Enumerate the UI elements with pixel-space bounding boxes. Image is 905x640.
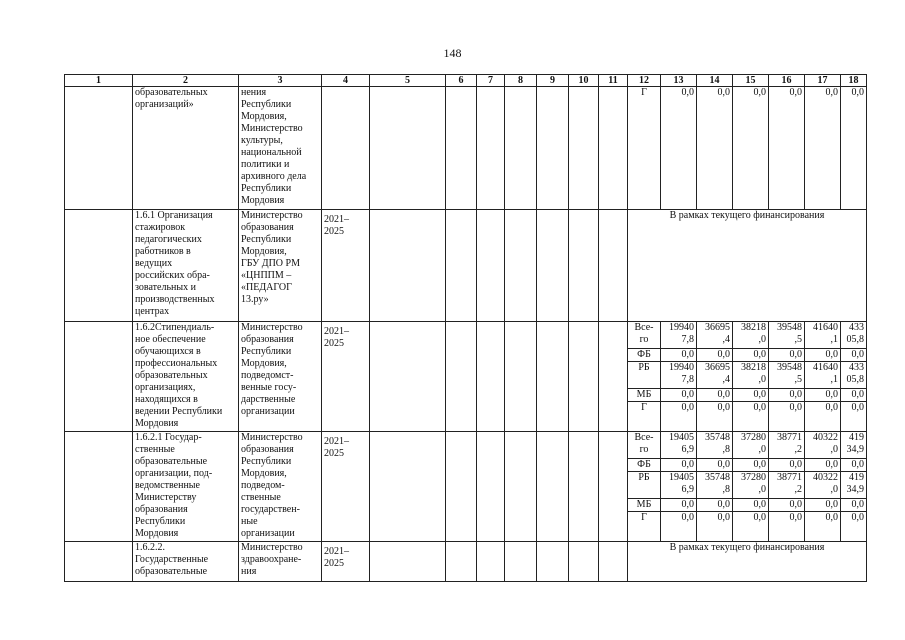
measure-name: 1.6.2.2. Государственные образовательные: [133, 542, 239, 582]
value-cell: 0,0: [733, 512, 769, 542]
value-cell: 19940 7,8: [661, 322, 697, 349]
header-cell: 16: [769, 75, 805, 87]
executor: Министерство образования Республики Мордовия, подведом- ственные государствен- ные организации: [239, 432, 322, 542]
period: 2021– 2025: [322, 210, 370, 322]
value-cell: 0,0: [769, 459, 805, 472]
funding-source: Все- го: [628, 432, 661, 459]
value-cell: 0,0: [661, 402, 697, 432]
empty-cell: [569, 322, 599, 432]
table-row: [65, 432, 867, 459]
header-cell: 5: [370, 75, 446, 87]
empty-cell: [537, 542, 569, 582]
empty-cell: [477, 542, 505, 582]
empty-cell: [322, 87, 370, 210]
empty-cell: [505, 87, 537, 210]
empty-cell: [569, 87, 599, 210]
value-cell: 0,0: [661, 87, 697, 210]
period: 2021– 2025: [322, 322, 370, 432]
funding-source: Все- го: [628, 322, 661, 349]
empty-cell: [505, 542, 537, 582]
executor: нения Республики Мордовия, Министерство культуры, национальной политики и архивного дела Республики Мордовия: [239, 87, 322, 210]
empty-cell: [477, 322, 505, 432]
empty-cell: [65, 87, 133, 210]
value-cell: 36695 ,4: [697, 322, 733, 349]
measure-name: образовательных организаций»: [133, 87, 239, 210]
empty-cell: [569, 210, 599, 322]
value-cell: 0,0: [841, 512, 867, 542]
value-cell: 0,0: [661, 389, 697, 402]
value-cell: 0,0: [805, 402, 841, 432]
funding-source: РБ: [628, 472, 661, 499]
value-cell: 41640 ,1: [805, 322, 841, 349]
empty-cell: [599, 432, 628, 542]
value-cell: 0,0: [697, 87, 733, 210]
empty-cell: [370, 210, 446, 322]
value-cell: 39548 ,5: [769, 362, 805, 389]
empty-cell: [599, 322, 628, 432]
value-cell: 0,0: [661, 349, 697, 362]
value-cell: 0,0: [769, 389, 805, 402]
header-cell: 1: [65, 75, 133, 87]
value-cell: 19405 6,9: [661, 432, 697, 459]
value-cell: 0,0: [769, 349, 805, 362]
value-cell: 0,0: [697, 402, 733, 432]
value-cell: 38218 ,0: [733, 362, 769, 389]
executor: Министерство образования Республики Мордовия, подведомст- венные госу- дарственные организации: [239, 322, 322, 432]
funding-source: ФБ: [628, 459, 661, 472]
value-cell: 38771 ,2: [769, 472, 805, 499]
empty-cell: [446, 210, 477, 322]
header-cell: 18: [841, 75, 867, 87]
value-cell: 37280 ,0: [733, 472, 769, 499]
empty-cell: [65, 432, 133, 542]
value-cell: 0,0: [805, 499, 841, 512]
value-cell: 0,0: [841, 499, 867, 512]
value-cell: 0,0: [841, 87, 867, 210]
header-cell: 14: [697, 75, 733, 87]
header-cell: 3: [239, 75, 322, 87]
funding-source: ФБ: [628, 349, 661, 362]
empty-cell: [370, 542, 446, 582]
empty-cell: [446, 87, 477, 210]
value-cell: 40322 ,0: [805, 432, 841, 459]
value-cell: 0,0: [805, 87, 841, 210]
value-cell: 0,0: [733, 87, 769, 210]
table-row: [65, 87, 867, 210]
value-cell: 0,0: [661, 512, 697, 542]
empty-cell: [505, 210, 537, 322]
empty-cell: [65, 542, 133, 582]
value-cell: 36695 ,4: [697, 362, 733, 389]
period: 2021– 2025: [322, 432, 370, 542]
period: 2021– 2025: [322, 542, 370, 582]
table-row: [65, 542, 867, 582]
funding-source: Г: [628, 87, 661, 210]
empty-cell: [569, 542, 599, 582]
value-cell: 0,0: [769, 512, 805, 542]
empty-cell: [65, 322, 133, 432]
value-cell: 37280 ,0: [733, 432, 769, 459]
executor: Министерство образования Республики Мордовия, ГБУ ДПО РМ «ЦНППМ – «ПЕДАГОГ 13.ру»: [239, 210, 322, 322]
header-cell: 12: [628, 75, 661, 87]
value-cell: 0,0: [805, 349, 841, 362]
value-cell: 40322 ,0: [805, 472, 841, 499]
header-cell: 8: [505, 75, 537, 87]
funding-source: Г: [628, 512, 661, 542]
measure-name: 1.6.1 Организация стажировок педагогических работников в ведущих российских обра- зовательных и производственных центрах: [133, 210, 239, 322]
empty-cell: [477, 432, 505, 542]
value-cell: 0,0: [733, 349, 769, 362]
empty-cell: [505, 432, 537, 542]
measure-name: 1.6.2.1 Государ- ственные образовательные организации, под- ведомственные Министерству образования Республики Мордовия: [133, 432, 239, 542]
program-table: [64, 74, 867, 582]
empty-cell: [477, 87, 505, 210]
empty-cell: [599, 210, 628, 322]
header-cell: 6: [446, 75, 477, 87]
value-cell: 0,0: [841, 402, 867, 432]
value-cell: 0,0: [805, 512, 841, 542]
header-cell: 17: [805, 75, 841, 87]
empty-cell: [446, 322, 477, 432]
value-cell: 0,0: [841, 459, 867, 472]
value-cell: 433 05,8: [841, 322, 867, 349]
value-cell: 0,0: [805, 389, 841, 402]
header-cell: 7: [477, 75, 505, 87]
empty-cell: [537, 210, 569, 322]
header-cell: 13: [661, 75, 697, 87]
value-cell: 419 34,9: [841, 432, 867, 459]
empty-cell: [599, 542, 628, 582]
value-cell: 0,0: [733, 402, 769, 432]
financing-note: В рамках текущего финансирования: [628, 210, 867, 322]
header-cell: 4: [322, 75, 370, 87]
empty-cell: [477, 210, 505, 322]
value-cell: 0,0: [697, 512, 733, 542]
value-cell: 38218 ,0: [733, 322, 769, 349]
value-cell: 0,0: [769, 87, 805, 210]
empty-cell: [370, 322, 446, 432]
empty-cell: [537, 432, 569, 542]
value-cell: 0,0: [769, 402, 805, 432]
value-cell: 0,0: [769, 499, 805, 512]
header-cell: 9: [537, 75, 569, 87]
value-cell: 35748 ,8: [697, 432, 733, 459]
value-cell: 0,0: [697, 499, 733, 512]
value-cell: 19405 6,9: [661, 472, 697, 499]
header-cell: 2: [133, 75, 239, 87]
empty-cell: [446, 432, 477, 542]
value-cell: 19940 7,8: [661, 362, 697, 389]
empty-cell: [446, 542, 477, 582]
value-cell: 0,0: [733, 389, 769, 402]
executor: Министерство здравоохране- ния: [239, 542, 322, 582]
value-cell: 419 34,9: [841, 472, 867, 499]
value-cell: 0,0: [733, 499, 769, 512]
value-cell: 0,0: [661, 459, 697, 472]
empty-cell: [599, 87, 628, 210]
value-cell: 0,0: [697, 459, 733, 472]
funding-source: РБ: [628, 362, 661, 389]
table-row: [65, 322, 867, 349]
header-row: [65, 75, 867, 87]
empty-cell: [65, 210, 133, 322]
empty-cell: [537, 87, 569, 210]
measure-name: 1.6.2Стипендиаль- ное обеспечение обучающихся в профессиональных образовательных организациях, находящихся в ведении Республики Мордовия: [133, 322, 239, 432]
value-cell: 0,0: [805, 459, 841, 472]
value-cell: 0,0: [841, 389, 867, 402]
page-number: 148: [443, 46, 462, 60]
value-cell: 0,0: [733, 459, 769, 472]
value-cell: 35748 ,8: [697, 472, 733, 499]
value-cell: 433 05,8: [841, 362, 867, 389]
empty-cell: [370, 432, 446, 542]
value-cell: 41640 ,1: [805, 362, 841, 389]
header-cell: 11: [599, 75, 628, 87]
empty-cell: [370, 87, 446, 210]
empty-cell: [537, 322, 569, 432]
table-row: [65, 210, 867, 322]
empty-cell: [505, 322, 537, 432]
value-cell: 0,0: [697, 389, 733, 402]
empty-cell: [569, 432, 599, 542]
value-cell: 39548 ,5: [769, 322, 805, 349]
value-cell: 0,0: [661, 499, 697, 512]
value-cell: 0,0: [841, 349, 867, 362]
funding-source: МБ: [628, 499, 661, 512]
header-cell: 10: [569, 75, 599, 87]
funding-source: Г: [628, 402, 661, 432]
value-cell: 0,0: [697, 349, 733, 362]
value-cell: 38771 ,2: [769, 432, 805, 459]
financing-note: В рамках текущего финансирования: [628, 542, 867, 582]
funding-source: МБ: [628, 389, 661, 402]
header-cell: 15: [733, 75, 769, 87]
